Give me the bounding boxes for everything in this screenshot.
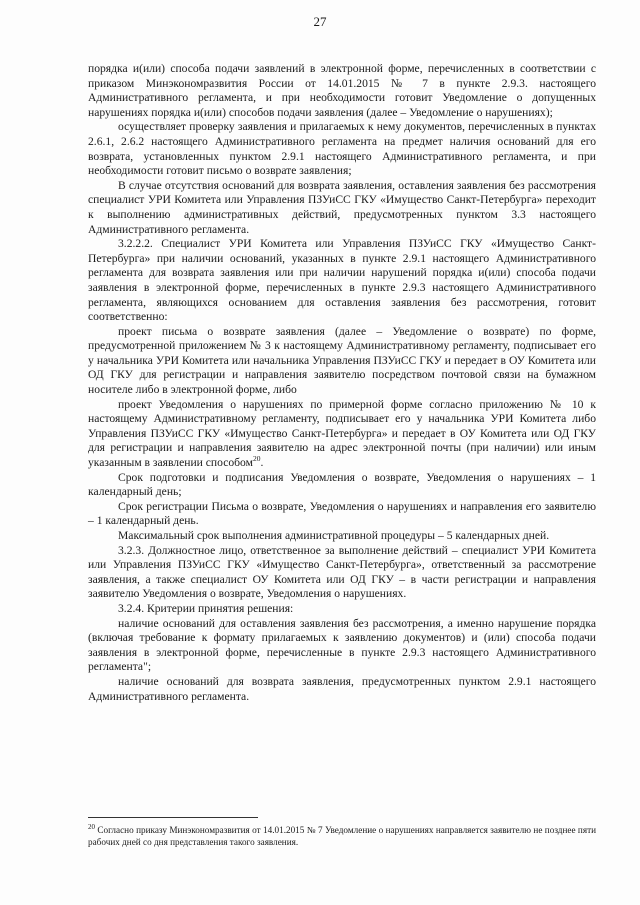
paragraph	[88, 237, 596, 325]
footnote-marker: 20	[88, 822, 95, 831]
paragraph	[88, 529, 596, 544]
footnote-divider	[88, 817, 258, 818]
paragraph	[88, 500, 596, 529]
paragraph-text: осуществляет проверку заявления и прилагаемых к нему документов, перечисленных в пунктах 2.6.1, 2.6.2 настоящего Административного регламента на предмет наличия оснований для его возврата, установленных пунктом 2.9.1 настоящего Административного регламента, и при необходимости готовит письмо о возврате заявления;	[88, 120, 596, 178]
paragraph-text: порядка и(или) способа подачи заявлений в электронной форме, перечисленных в соответствии с приказом Минэкономразвития России от 14.01.2015 № 7 в пункте 2.9.3. настоящего Административного регламента, и при необходимости готовит Уведомление о допущенных нарушениях порядка и(или) способов подачи заявления (далее – Уведомление о нарушениях);	[88, 62, 596, 119]
paragraph-text: Срок регистрации Письма о возврате, Уведомления о нарушениях и направления его заявителю – 1 календарный день.	[88, 499, 596, 528]
paragraph	[88, 675, 596, 704]
paragraph-text: 3.2.2.2. Специалист УРИ Комитета или Управления ПЗУиСС ГКУ «Имущество Санкт-Петербурга» при наличии оснований, указанных в пункте 2.9.1 настоящего Административного регламента для возврата заявления или при наличии нарушений порядка и(или) способа подачи заявления в электронной форме, перечисленных в пункте 2.9.3 настоящего Административного регламента, являющихся основанием для оставления заявления без рассмотрения, готовит соответственно:	[88, 237, 596, 324]
paragraph	[88, 325, 596, 398]
paragraph-text: наличие оснований для оставления заявления без рассмотрения, а именно нарушение порядка (включая требование к формату прилагаемых к заявлению документов) и (или) способа подачи заявления в электронной форме, перечисленные в пункте 2.9.3 настоящего Административного регламента";	[88, 616, 596, 674]
paragraph-tail: .	[260, 456, 264, 470]
footnote	[88, 824, 596, 848]
paragraph-text: проект Уведомления о нарушениях по примерной форме согласно приложению № 10 к настоящему Административному регламенту, подписывает его у начальника УРИ Комитета либо Управления ПЗУиСС ГКУ «Имущество Санкт-Петербурга» и передает в ОУ Комитета или ОД ГКУ для регистрации и направления заявителю на адрес электронной почты (при наличии) или иным указанным в заявлении способом	[88, 397, 596, 470]
paragraph-text: проект письма о возврате заявления (далее – Уведомление о возврате) по форме, предусмотренной приложением № 3 к настоящему Административному регламенту, подписывает его у начальника УРИ Комитета или начальника Управления ПЗУиСС ГКУ и передает в ОУ Комитета или ОД ГКУ для регистрации и направления заявителю посредством почтовой связи на бумажном носителе либо в электронной форме, либо	[88, 324, 596, 397]
paragraph	[88, 62, 596, 120]
paragraph	[88, 602, 596, 617]
paragraph-text: Срок подготовки и подписания Уведомления о возврате, Уведомления о нарушениях – 1 календарный день;	[88, 470, 596, 499]
paragraph	[88, 471, 596, 500]
footnote-reference: 20	[252, 454, 261, 464]
paragraph-text: 3.2.3. Должностное лицо, ответственное за выполнение действий – специалист УРИ Комитета или Управления ПЗУиСС ГКУ «Имущество Санкт-Петербурга», ответственный за рассмотрение заявления, а также специалист ОУ Комитета или ОД ГКУ – в части регистрации и направления заявителю Уведомления о возврате, Уведомления о нарушениях.	[88, 543, 596, 601]
paragraph-text: Максимальный срок выполнения административной процедуры – 5 календарных дней.	[118, 529, 550, 542]
paragraph	[88, 398, 596, 471]
page-number: 27	[313, 14, 327, 29]
paragraph	[88, 617, 596, 675]
paragraph-text: 3.2.4. Критерии принятия решения:	[118, 601, 294, 615]
footnote-text: Согласно приказу Минэкономразвития от 14.01.2015 № 7 Уведомление о нарушениях направляется заявителю не позднее пяти рабочих дней со дня представления такого заявления.	[88, 825, 597, 847]
paragraph-text: наличие оснований для возврата заявления, предусмотренных пунктом 2.9.1 настоящего Административного регламента.	[88, 674, 596, 703]
document-body	[88, 62, 596, 704]
paragraph	[88, 179, 596, 237]
paragraph	[88, 120, 596, 178]
paragraph	[88, 544, 596, 602]
paragraph-text: В случае отсутствия оснований для возврата заявления, оставления заявления без рассмотрения специалист УРИ Комитета или Управления ПЗУиСС ГКУ «Имущество Санкт-Петербурга» переходит к выполнению административных действий, предусмотренных пунктом 3.3 настоящего Административного регламента.	[88, 178, 596, 236]
